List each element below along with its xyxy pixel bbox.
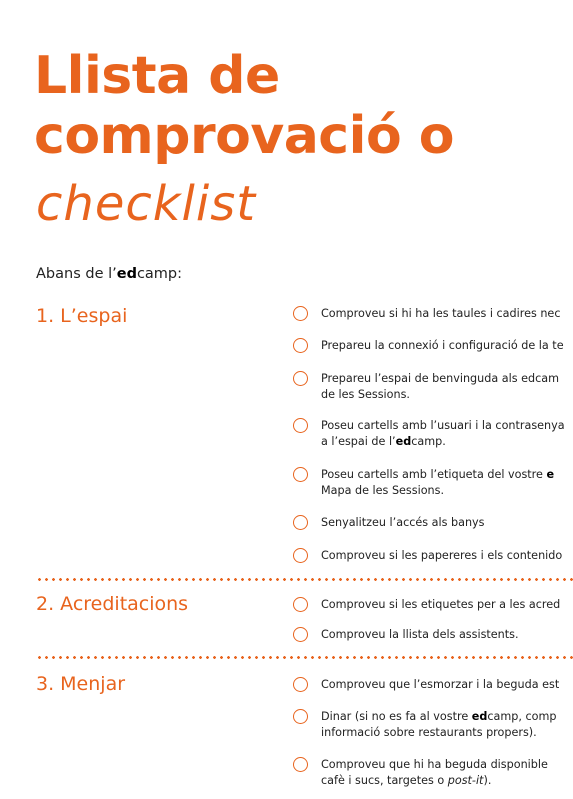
item-brand: ed [395,435,412,448]
checkbox-circle-icon[interactable] [293,467,308,482]
checkbox-circle-icon[interactable] [293,627,308,642]
checklist-item[interactable] [293,306,573,322]
item-text-part: Dinar (si no es fa al vostre [321,710,472,723]
checklist-item[interactable] [293,371,573,403]
intro-brand: ed [116,266,137,282]
item-text-line: de les Sessions. [321,388,410,401]
title-line-1: Llista de [34,46,280,106]
item-text-part: ). [483,774,492,787]
item-text-line: informació sobre restaurants propers). [321,726,537,739]
item-text-line [321,709,557,725]
item-text-part: cafè i sucs, targetes o [321,774,448,787]
item-text-line [321,467,554,483]
checkbox-circle-icon[interactable] [293,371,308,386]
checklist-item[interactable] [293,418,573,450]
item-text-part: a l’espai de l’ [321,435,396,448]
item-text [321,467,554,499]
checkbox-circle-icon[interactable] [293,515,308,530]
item-text-line [321,773,548,789]
checklist-item[interactable] [293,627,573,643]
section-divider [36,578,573,581]
item-text: Senyalitzeu l’accés als banys [321,516,485,529]
intro-suffix: camp: [136,266,183,282]
item-text-line: Poseu cartells amb l’usuari i la contrasenya [321,419,565,432]
item-brand: e [546,468,555,481]
title-subtitle: checklist [36,176,257,232]
item-text: Prepareu la connexió i configuració de la te [321,339,564,352]
item-text [321,709,557,741]
checkbox-circle-icon[interactable] [293,677,308,692]
item-text-part: Poseu cartells amb l’etiqueta del vostre [321,468,547,481]
section-title-espai: 1. L’espai [36,305,128,327]
item-text-line: Prepareu l’espai de benvinguda als edcam [321,372,560,385]
title-line-2: comprovació o [34,106,455,166]
checkbox-circle-icon[interactable] [293,306,308,321]
section-title-acreditacions: 2. Acreditacions [36,593,189,615]
item-text-part: camp. [411,435,446,448]
item-text: Comproveu si les papereres i els contenido [321,549,563,562]
checkbox-circle-icon[interactable] [293,418,308,433]
item-text: Comproveu si hi ha les taules i cadires nec [321,307,561,320]
checklist-item[interactable] [293,597,573,613]
item-text-line: Mapa de les Sessions. [321,484,445,497]
item-text [321,418,565,450]
checklist-item[interactable] [293,467,573,499]
item-text-part: camp, comp [487,710,557,723]
page-title [34,46,454,166]
checklist-item[interactable] [293,709,573,741]
item-text-italic: post-it [447,774,484,787]
item-text [321,757,548,789]
checklist-item[interactable] [293,515,573,531]
item-brand: ed [471,710,488,723]
checklist-item[interactable] [293,677,573,693]
section-divider [36,656,573,659]
section-title-menjar: 3. Menjar [36,673,126,695]
checkbox-circle-icon[interactable] [293,548,308,563]
item-text: Comproveu la llista dels assistents. [321,628,519,641]
intro-text [36,266,182,282]
checkbox-circle-icon[interactable] [293,597,308,612]
checkbox-circle-icon[interactable] [293,338,308,353]
item-text-line [321,434,565,450]
checklist-item[interactable] [293,548,573,564]
checklist-item[interactable] [293,757,573,789]
item-text: Comproveu si les etiquetes per a les acred [321,598,561,611]
checklist-item[interactable] [293,338,573,354]
item-text-line: Comproveu que hi ha beguda disponible [321,758,548,771]
item-text [321,371,559,403]
intro-prefix: Abans de l’ [36,266,117,282]
checkbox-circle-icon[interactable] [293,757,308,772]
checkbox-circle-icon[interactable] [293,709,308,724]
item-text: Comproveu que l’esmorzar i la beguda est [321,678,560,691]
